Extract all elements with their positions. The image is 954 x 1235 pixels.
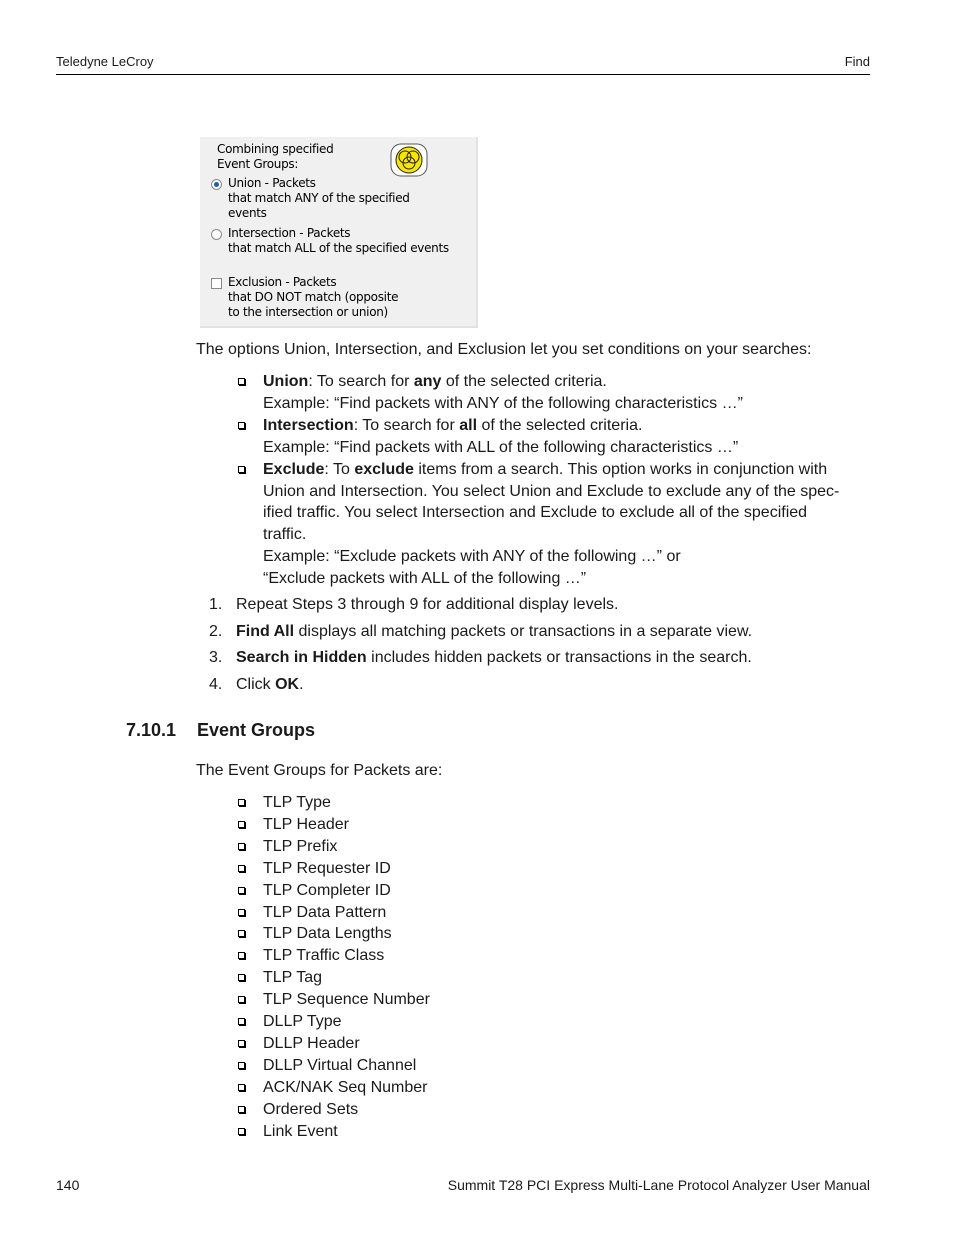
bullet-square-icon <box>238 1106 245 1113</box>
intersection-label: Intersection - Packets <box>228 226 351 240</box>
header-rule <box>56 74 870 75</box>
exclusion-label: Exclusion - Packets <box>228 275 337 289</box>
list-item-label: TLP Type <box>263 794 331 811</box>
exclude-line2: Union and Intersection. You select Union and Exclude to exclude any of the spec- <box>263 483 840 500</box>
bullet-square-icon <box>238 843 245 850</box>
groups-intro: The Event Groups for Packets are: <box>196 762 443 779</box>
list-item-label: TLP Data Pattern <box>263 904 387 921</box>
bullet-square-icon <box>238 1018 245 1025</box>
list-item-label: Link Event <box>263 1123 338 1140</box>
header-left: Teledyne LeCroy <box>56 54 154 69</box>
intro-paragraph: The options Union, Intersection, and Exclusion let you set conditions on your searches: <box>196 341 812 358</box>
union-radio[interactable] <box>211 179 222 190</box>
venn-diagram-icon <box>390 143 428 177</box>
union-line3: events <box>228 206 267 220</box>
exclude-line3: ified traffic. You select Intersection and Exclude to exclude all of the specified <box>263 504 808 521</box>
exclude-line4: traffic. <box>263 526 307 543</box>
bullet-square-icon <box>238 909 245 916</box>
list-item-label: TLP Completer ID <box>263 882 391 899</box>
list-item-label: TLP Prefix <box>263 838 338 855</box>
bullet-square-icon <box>238 1040 245 1047</box>
bullet-square-icon <box>238 1062 245 1069</box>
dialog-title-line2: Event Groups: <box>217 157 299 171</box>
bullet-square-icon <box>238 378 245 385</box>
footer-title: Summit T28 PCI Express Multi-Lane Protocol Analyzer User Manual <box>447 1177 870 1193</box>
bullet-square-icon <box>238 1128 245 1135</box>
bullet-square-icon <box>238 821 245 828</box>
bullet-square-icon <box>238 865 245 872</box>
list-item-label: TLP Tag <box>263 969 323 986</box>
bullet-square-icon <box>238 466 245 473</box>
union-label: Union - Packets <box>228 176 316 190</box>
header-right: Find <box>844 54 870 69</box>
exclusion-checkbox[interactable] <box>211 278 222 289</box>
list-item-label: TLP Traffic Class <box>263 947 385 964</box>
list-item-label: DLLP Type <box>263 1013 342 1030</box>
list-item-label: DLLP Virtual Channel <box>263 1057 417 1074</box>
list-item-label: DLLP Header <box>263 1035 360 1052</box>
bullet-square-icon <box>238 422 245 429</box>
exclusion-line3: to the intersection or union) <box>228 305 388 319</box>
intersection-radio[interactable] <box>211 229 222 240</box>
list-item-label: Ordered Sets <box>263 1101 359 1118</box>
footer-page-number: 140 <box>56 1177 80 1193</box>
list-item-label: TLP Requester ID <box>263 860 391 877</box>
section-title: Event Groups <box>197 720 316 740</box>
dialog-title-line1: Combining specified <box>217 142 334 156</box>
intersection-example: Example: “Find packets with ALL of the following characteristics …” <box>263 439 739 456</box>
list-item-label: ACK/NAK Seq Number <box>263 1079 428 1096</box>
bullet-square-icon <box>238 974 245 981</box>
intersection-line2: that match ALL of the specified events <box>228 241 449 255</box>
combining-dialog <box>200 137 478 328</box>
list-item-label: TLP Sequence Number <box>263 991 430 1008</box>
exclusion-line2: that DO NOT match (opposite <box>228 290 399 304</box>
bullet-square-icon <box>238 930 245 937</box>
bullet-square-icon <box>238 887 245 894</box>
union-example: Example: “Find packets with ANY of the following characteristics …” <box>263 395 743 412</box>
list-item-label: TLP Header <box>263 816 349 833</box>
bullet-square-icon <box>238 952 245 959</box>
union-line2: that match ANY of the specified <box>228 191 410 205</box>
bullet-square-icon <box>238 1084 245 1091</box>
exclude-line6: “Exclude packets with ALL of the following …” <box>263 570 587 587</box>
bullet-square-icon <box>238 799 245 806</box>
exclude-line5: Example: “Exclude packets with ANY of the following …” or <box>263 548 681 565</box>
bullet-square-icon <box>238 996 245 1003</box>
section-number: 7.10.1 <box>126 720 177 740</box>
list-item-label: TLP Data Lengths <box>263 925 392 942</box>
